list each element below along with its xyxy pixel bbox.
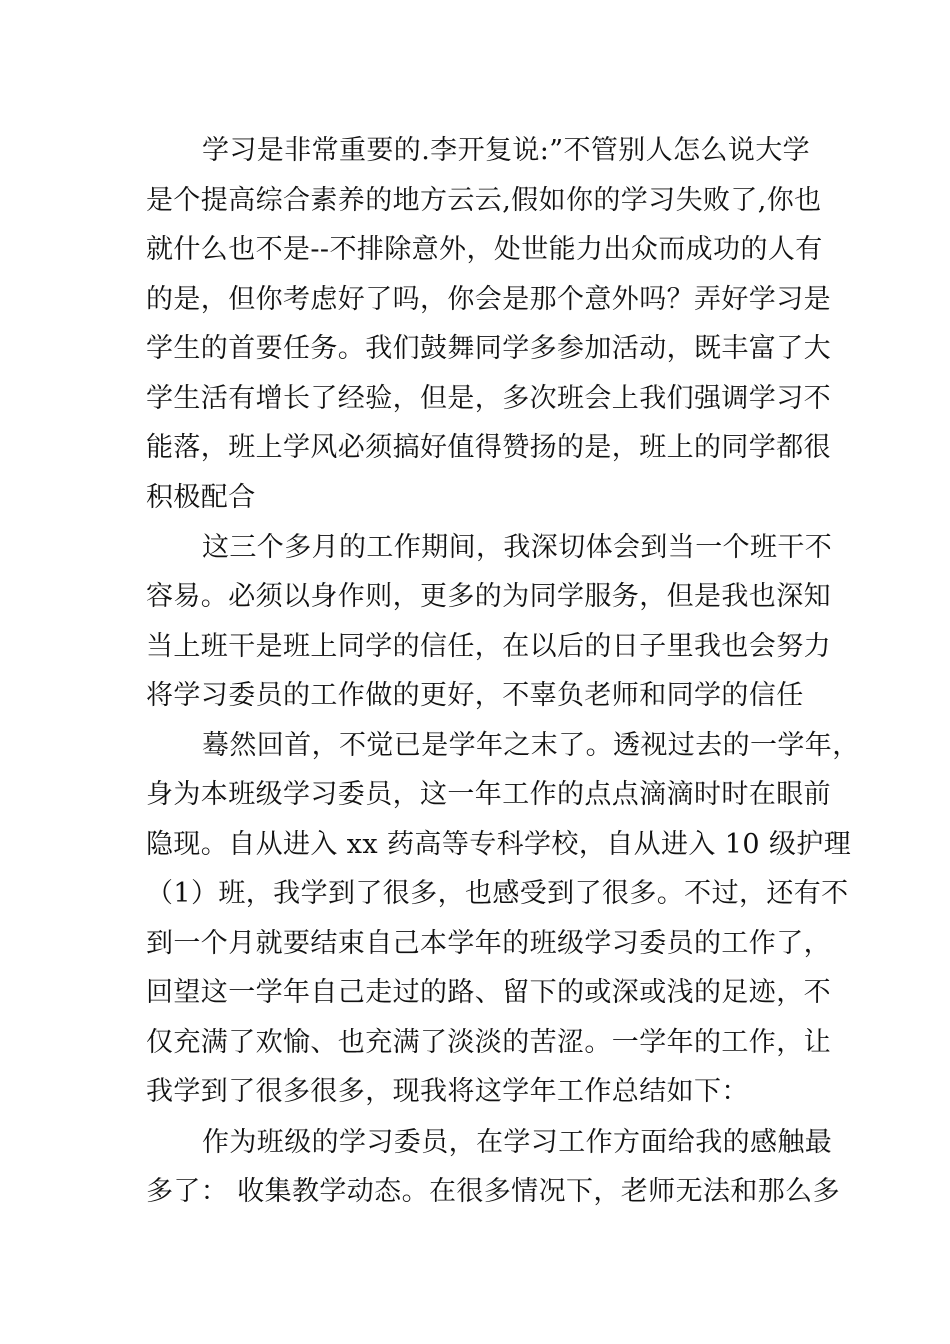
paragraph-3-line-5: 到一个月就要结束自己本学年的班级学习委员的工作了， — [146, 928, 831, 959]
paragraph-2-line-4: 将学习委员的工作做的更好，不辜负老师和同学的信任 — [146, 680, 804, 711]
paragraph-1-line-2: 是个提高综合素养的地方云云,假如你的学习失败了,你也 — [146, 185, 822, 216]
paragraph-3-line-3: 隐现。自从进入 xx 药高等专科学校，自从进入 10 级护理 — [146, 829, 852, 860]
paragraph-2-line-1: 这三个多月的工作期间，我深切体会到当一个班干不 — [202, 532, 833, 563]
paragraph-1-line-7: 能落，班上学风必须搞好值得赞扬的是，班上的同学都很 — [146, 432, 831, 463]
paragraph-3-line-1: 蓦然回首，不觉已是学年之末了。透视过去的一学年， — [202, 730, 860, 761]
paragraph-1-line-6: 学生活有增长了经验，但是，多次班会上我们强调学习不 — [146, 383, 831, 414]
paragraph-3-line-7: 仅充满了欢愉、也充满了淡淡的苦涩。一学年的工作，让 — [146, 1027, 831, 1058]
paragraph-3-line-8: 我学到了很多很多，现我将这学年工作总结如下： — [146, 1076, 749, 1107]
paragraph-1-line-3: 就什么也不是--不排除意外，处世能力出众而成功的人有 — [146, 234, 823, 265]
paragraph-3-line-4: （1）班，我学到了很多，也感受到了很多。不过，还有不 — [146, 878, 849, 909]
paragraph-4-line-2: 多了： 收集教学动态。在很多情况下，老师无法和那么多 — [146, 1176, 840, 1207]
paragraph-3-line-2: 身为本班级学习委员，这一年工作的点点滴滴时时在眼前 — [146, 779, 831, 810]
paragraph-4-line-1: 作为班级的学习委员，在学习工作方面给我的感触最 — [202, 1127, 833, 1158]
paragraph-3-line-6: 回望这一学年自己走过的路、留下的或深或浅的足迹，不 — [146, 977, 831, 1008]
paragraph-1-line-8: 积极配合 — [146, 482, 256, 513]
paragraph-2-line-3: 当上班干是班上同学的信任，在以后的日子里我也会努力 — [146, 631, 831, 662]
paragraph-1-line-5: 学生的首要任务。我们鼓舞同学多参加活动，既丰富了大 — [146, 333, 831, 364]
paragraph-1-line-4: 的是，但你考虑好了吗，你会是那个意外吗？弄好学习是 — [146, 284, 831, 315]
paragraph-2-line-2: 容易。必须以身作则，更多的为同学服务，但是我也深知 — [146, 581, 831, 612]
paragraph-1-line-1: 学习是非常重要的.李开复说:”不管别人怎么说大学 — [202, 135, 811, 166]
